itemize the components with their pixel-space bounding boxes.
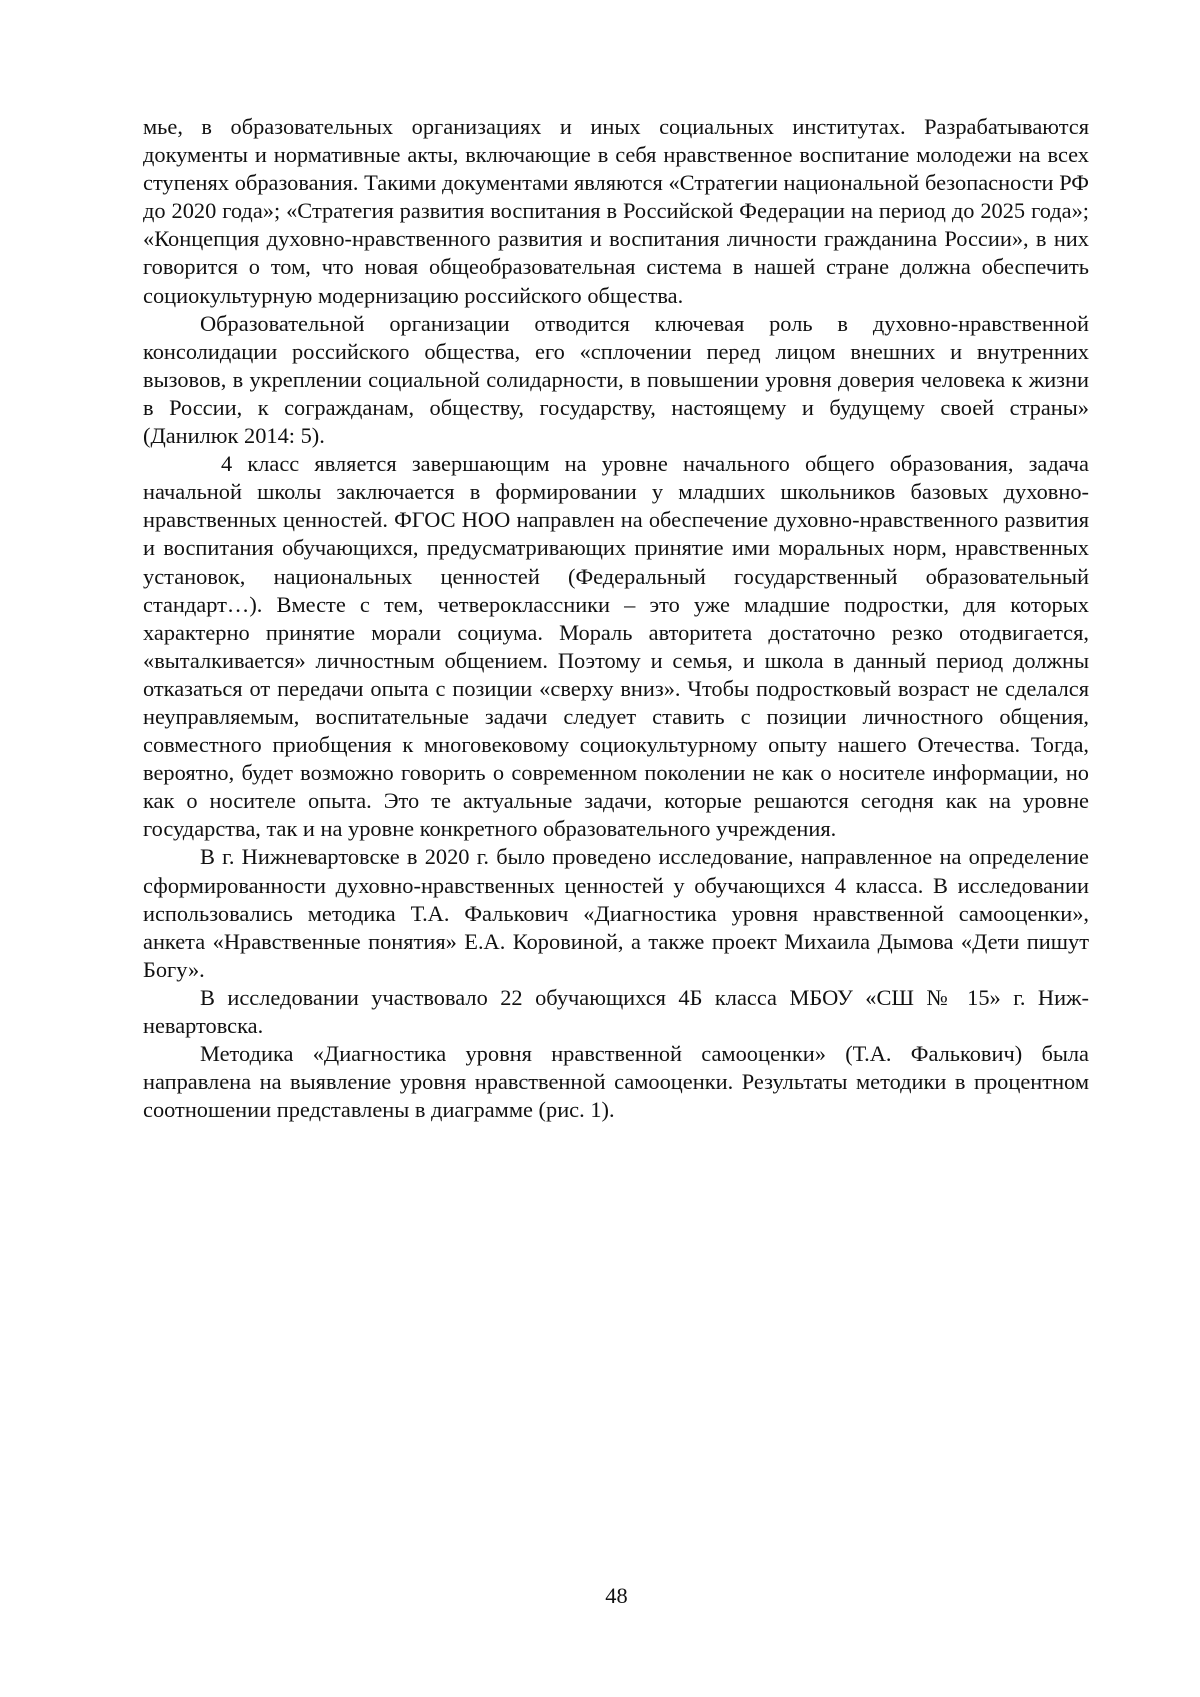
paragraph-continuation: мье, в образовательных организациях и иных социальных институтах. Разрабатываются документы и нормативные акты, включающие в себя нравственное воспитание молодежи на всех ступенях образования. Такими документами являются «Стратегии национальной безопасности РФ до 2020 года»; «Стратегия развития воспитания в Российской Федерации на период до 2025 года»; «Концепция духовно-нравственного развития и воспитания личности гражданина России», в них говорится о том, что новая общеобразовательная система в нашей стране должна обеспечить социокультурную модернизацию российского общества.	[143, 114, 1089, 308]
paragraph-method: Методика «Диагностика уровня нравственной самооценки» (Т.А. Фалькович) была направлена на выявление уровня нравственной самооценки. Результаты методики в процентном соотношении представлены в диаграмме (рис. 1).	[143, 1041, 1089, 1123]
paragraph-fourth-grade: 4 класс является завершающим на уровне начального общего образования, задача начальной школы заключается в формировании у младших школьников базовых духовно-нравственных ценностей. ФГОС НОО направлен на обеспечение духовно-нравственного развития и воспитания обучающихся, предусматривающих принятие ими моральных норм, нравственных установок, национальных ценностей (Федеральный государственный образовательный стандарт…). Вместе с тем, четвероклассники – это уже младшие подростки, для которых характерно принятие морали социума. Мораль авторитета достаточно резко отодвигается, «выталкивается» личностным общением. Поэтому и семья, и школа в данный период должны отказаться от передачи опыта с позиции «сверху вниз». Чтобы подростковый возраст не сделался неуправляемым, воспитательные задачи следует ставить с позиции личностного общения, совместного приобщения к многовековому социокультурному опыту нашего Отечества. Тогда, вероятно, будет возможно говорить о современном поколении не как о носителе информации, но как о носителе опыта. Это те актуальные задачи, которые решаются сегодня как на уровне государства, так и на уровне конкретного образовательного учреждения.	[143, 451, 1089, 842]
page-number: 48	[605, 1583, 628, 1608]
paragraph-consolidation: Образовательной организации отводится ключевая роль в духовно-нравственной консолидации российского общества, его «сплочении перед лицом внешних и внутренних вызовов, в укреплении социальной солидарности, в повышении уровня доверия человека к жизни в России, к согражданам, обществу, государству, настоящему и будущему своей страны» (Данилюк 2014: 5).	[143, 310, 1089, 449]
paragraph-research: В г. Нижневартовске в 2020 г. было проведено исследование, направленное на определение сформированности духовно-нравственных ценностей у обучающихся 4 класса. В исследовании использовались методика Т.А. Фалькович «Диагностика уровня нравственной самооценки», анкета «Нравственные понятия» Е.А. Коровиной, а также проект Михаила Дымова «Дети пишут Богу».	[143, 844, 1089, 982]
paragraph-participants: В исследовании участвовало 22 обучающихся 4Б класса МБОУ «СШ № 15» г. Нижневартовска.	[143, 984, 1089, 1038]
body-text	[143, 113, 1089, 1124]
